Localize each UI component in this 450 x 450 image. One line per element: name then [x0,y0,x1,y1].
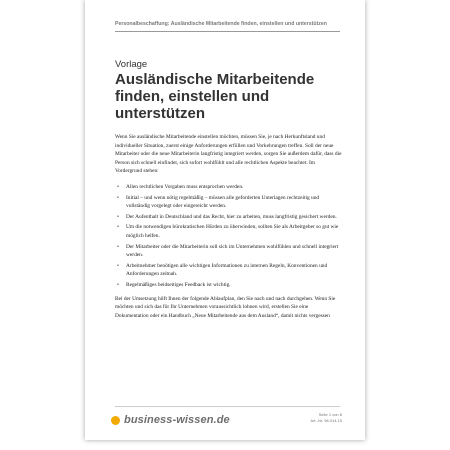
list-item-text: Der Aufenthalt in Deutschland und das Recht, hier zu arbeiten, muss langfristig gesichert werden. [126,213,337,220]
requirements-list [115,183,343,290]
footer-divider [115,406,340,407]
list-item [115,223,343,240]
header-divider [115,31,340,32]
list-item [115,262,343,279]
document-title: Ausländische Mitarbeitende finden, einstellen und unterstützen [115,71,315,122]
bullet-icon: • [117,243,119,250]
page-info [280,412,342,424]
list-item-text: Arbeitnehmer benötigen alle wichtigen Informationen zu internen Regeln, Konventionen und Anforderungen zeitnah. [126,262,328,278]
bullet-icon: • [117,213,119,220]
document-kicker: Vorlage [115,59,148,70]
running-header: Personalbeschaffung: Ausländische Mitarbeitende finden, einstellen und unterstützen [115,21,327,27]
list-item [115,243,343,260]
logo-dot-icon [111,416,120,425]
logo-text: business-wissen.de [124,414,230,426]
list-item-text: Um die notwendigen bürokratischen Hürden zu überwinden, sollten Sie als Arbeitgeber so gut wie möglich helfen. [126,224,339,239]
list-item-text: Der Mitarbeiter oder die Mitarbeiterin soll sich im Unternehmen wohlfühlen und schnell integriert werden. [126,243,339,259]
brand-logo [111,414,230,426]
list-item [115,281,343,290]
list-item [115,194,343,211]
document-body [115,133,343,320]
bullet-icon: • [117,224,119,231]
bullet-icon: • [117,183,119,190]
bullet-icon: • [117,281,119,288]
list-item-text: Allen rechtlichen Vorgaben muss entsprochen werden. [126,183,244,190]
list-item-text: Regelmäßiges beidseitiges Feedback ist wichtig. [126,281,231,288]
bullet-icon: • [117,194,119,201]
article-number: Art.-Nr. 98.014.15 [310,418,342,423]
list-item-text: Initial – und wenn nötig regelmäßig – müssen alle geforderten Unterlagen rechtzeitig und vollständig vorgelegt oder eingereicht werden. [126,194,320,210]
bullet-icon: • [117,262,119,269]
list-item [115,183,343,192]
list-item [115,213,343,222]
intro-paragraph: Wenn Sie ausländische Mitarbeitende einstellen möchten, müssen Sie, je nach Herkunftsland und individueller Situation, zuerst einige Anforderungen erfüllen und Vorkehrungen treffen. Soll der neue Mitarbeiter oder die neue Mitarbeiterin langfristig integriert werden, sorgen Sie außerdem dafür, dass die Person sich schnell einfindet, sich sofort wohlfühlt und alle rechtlichen Aspekte beachtet. Im Vordergrund stehen: [115,134,342,175]
page-number: Seite 1 von 8 [318,412,342,417]
closing-paragraph: Bei der Umsetzung hilft Ihnen der folgende Ablaufplan, den Sie nach und nach durchgehen. Wenn Sie möchten und sich das für Ihr Unternehmen voraussichtlich lohnen wird, erstellen Sie eine Dokumentation oder ein Handbuch „Neue Mitarbeitende aus dem Ausland“, damit nichts vergessen [115,295,336,319]
